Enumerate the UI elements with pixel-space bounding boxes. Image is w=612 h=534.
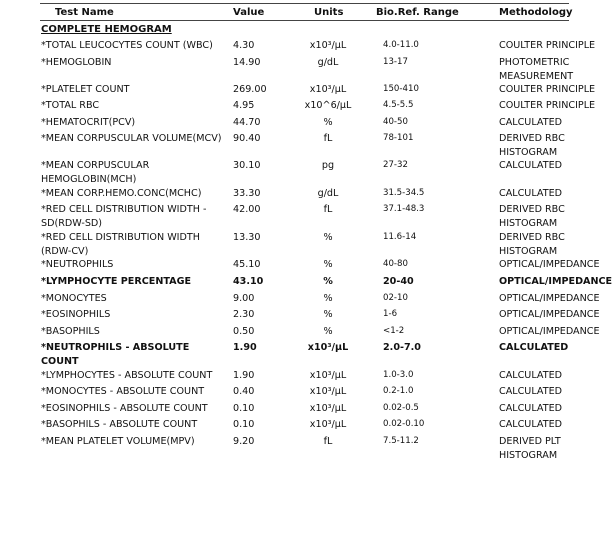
test-units: g/dL xyxy=(317,57,339,68)
test-methodology xyxy=(499,56,574,83)
header-methodology: Methodology xyxy=(499,7,573,18)
test-methodology xyxy=(499,116,569,130)
methodology-line: OPTICAL/IMPEDANCE xyxy=(499,259,600,270)
test-range: 0.02-0.10 xyxy=(383,419,425,429)
methodology-line: DERIVED RBC xyxy=(499,232,565,243)
test-methodology xyxy=(499,402,569,416)
methodology-line: CALCULATED xyxy=(499,386,563,397)
test-methodology xyxy=(499,435,569,462)
test-methodology xyxy=(499,308,600,322)
test-value: 9.00 xyxy=(233,293,255,304)
test-value: 0.50 xyxy=(233,326,255,337)
header-test-name: Test Name xyxy=(55,7,114,18)
test-range: 4.5-5.5 xyxy=(383,100,414,110)
section-title: COMPLETE HEMOGRAM xyxy=(41,24,172,35)
test-name: *MONOCYTES xyxy=(41,293,107,304)
test-value: 4.30 xyxy=(233,40,255,51)
test-range: 40-50 xyxy=(383,117,408,127)
test-value: 44.70 xyxy=(233,117,261,128)
test-units: fL xyxy=(323,436,333,447)
methodology-line: COULTER PRINCIPLE xyxy=(499,40,596,51)
test-name: *MEAN PLATELET VOLUME(MPV) xyxy=(41,436,195,447)
test-range: 4.0-11.0 xyxy=(383,40,419,50)
header-value: Value xyxy=(233,7,265,18)
test-value: 90.40 xyxy=(233,133,261,144)
test-units: x10³/μL xyxy=(309,40,347,51)
test-methodology xyxy=(499,99,596,113)
test-range: 11.6-14 xyxy=(383,232,417,242)
test-units: % xyxy=(323,117,333,128)
test-units: % xyxy=(323,232,333,243)
test-range: 150-410 xyxy=(383,84,419,94)
test-value: 30.10 xyxy=(233,160,261,171)
test-value: 269.00 xyxy=(233,84,267,95)
test-value: 9.20 xyxy=(233,436,255,447)
methodology-line: CALCULATED xyxy=(499,117,563,128)
test-methodology xyxy=(499,132,569,159)
test-range: 1.0-3.0 xyxy=(383,370,414,380)
test-units: x10³/μL xyxy=(307,342,349,353)
test-methodology xyxy=(499,385,569,399)
test-value: 45.10 xyxy=(233,259,261,270)
test-units: pg xyxy=(321,160,335,171)
test-name: *HEMATOCRIT(PCV) xyxy=(41,117,136,128)
test-range: 27-32 xyxy=(383,160,408,170)
test-methodology xyxy=(499,83,596,97)
test-units: x10^6/μL xyxy=(304,100,352,111)
methodology-line: CALCULATED xyxy=(499,419,563,430)
test-name: *BASOPHILS xyxy=(41,326,100,337)
header-units: Units xyxy=(314,7,344,18)
test-value: 4.95 xyxy=(233,100,255,111)
test-name: *HEMOGLOBIN xyxy=(41,57,112,68)
test-units: x10³/μL xyxy=(309,386,347,397)
test-value: 0.40 xyxy=(233,386,255,397)
methodology-line: DERIVED RBC xyxy=(499,204,565,215)
methodology-line: HISTOGRAM xyxy=(499,245,558,257)
methodology-line: MEASUREMENT xyxy=(499,70,574,82)
test-name: *LYMPHOCYTES - ABSOLUTE COUNT xyxy=(41,370,213,381)
test-methodology xyxy=(499,275,612,289)
test-range: 37.1-48.3 xyxy=(383,204,425,214)
test-name: *RED CELL DISTRIBUTION WIDTH (RDW-CV) xyxy=(41,232,200,257)
test-units: x10³/μL xyxy=(309,419,347,430)
test-name: *MEAN CORP.HEMO.CONC(MCHC) xyxy=(41,188,202,199)
methodology-line: CALCULATED xyxy=(499,188,563,199)
test-methodology xyxy=(499,159,569,173)
test-methodology xyxy=(499,39,596,53)
test-name: *BASOPHILS - ABSOLUTE COUNT xyxy=(41,419,198,430)
test-name: *TOTAL LEUCOCYTES COUNT (WBC) xyxy=(41,40,213,51)
test-value: 13.30 xyxy=(233,232,261,243)
test-units: x10³/μL xyxy=(309,403,347,414)
methodology-line: COULTER PRINCIPLE xyxy=(499,100,596,111)
test-units: g/dL xyxy=(317,188,339,199)
test-methodology xyxy=(499,418,569,432)
test-methodology xyxy=(499,203,569,230)
test-range: 02-10 xyxy=(383,293,408,303)
test-value: 0.10 xyxy=(233,419,255,430)
methodology-line: CALCULATED xyxy=(499,370,563,381)
test-name: *TOTAL RBC xyxy=(41,100,100,111)
test-name: *NEUTROPHILS xyxy=(41,259,114,270)
methodology-line: CALCULATED xyxy=(499,403,563,414)
methodology-line: OPTICAL/IMPEDANCE xyxy=(499,326,600,337)
test-units: x10³/μL xyxy=(309,84,347,95)
test-name: *MONOCYTES - ABSOLUTE COUNT xyxy=(41,386,205,397)
test-name: *RED CELL DISTRIBUTION WIDTH - SD(RDW-SD) xyxy=(41,204,207,229)
test-name: *PLATELET COUNT xyxy=(41,84,130,95)
test-methodology xyxy=(499,292,600,306)
test-value: 1.90 xyxy=(233,370,255,381)
test-units: % xyxy=(323,293,333,304)
test-range: 1-6 xyxy=(383,309,398,319)
test-units: % xyxy=(323,259,333,270)
test-value: 33.30 xyxy=(233,188,261,199)
test-methodology xyxy=(499,187,569,201)
test-range: 0.2-1.0 xyxy=(383,386,414,396)
methodology-line: CALCULATED xyxy=(499,342,569,353)
methodology-line: OPTICAL/IMPEDANCE xyxy=(499,309,600,320)
test-value: 0.10 xyxy=(233,403,255,414)
test-methodology xyxy=(499,369,569,383)
methodology-line: OPTICAL/IMPEDANCE xyxy=(499,293,600,304)
methodology-line: HISTOGRAM xyxy=(499,449,558,461)
test-name: *EOSINOPHILS xyxy=(41,309,111,320)
methodology-line: COULTER PRINCIPLE xyxy=(499,84,596,95)
top-divider xyxy=(40,3,569,4)
methodology-line: HISTOGRAM xyxy=(499,146,558,158)
test-range: 0.02-0.5 xyxy=(383,403,419,413)
test-value: 1.90 xyxy=(233,342,257,353)
test-methodology xyxy=(499,325,600,339)
methodology-line: OPTICAL/IMPEDANCE xyxy=(499,276,612,287)
header-divider xyxy=(40,20,569,21)
test-range: 20-40 xyxy=(383,276,414,287)
test-units: % xyxy=(323,276,333,287)
test-units: % xyxy=(323,309,333,320)
test-name: *MEAN CORPUSCULAR VOLUME(MCV) xyxy=(41,133,222,144)
test-methodology xyxy=(499,341,569,355)
test-range: 40-80 xyxy=(383,259,408,269)
test-value: 42.00 xyxy=(233,204,261,215)
test-units: fL xyxy=(323,204,333,215)
methodology-line: CALCULATED xyxy=(499,160,563,171)
test-range: 2.0-7.0 xyxy=(383,342,421,353)
methodology-line: PHOTOMETRIC xyxy=(499,57,570,68)
test-value: 2.30 xyxy=(233,309,255,320)
test-name: *LYMPHOCYTE PERCENTAGE xyxy=(41,276,192,287)
test-methodology xyxy=(499,231,569,258)
test-value: 14.90 xyxy=(233,57,261,68)
test-range: 13-17 xyxy=(383,57,408,67)
test-range: <1-2 xyxy=(383,326,405,336)
test-units: % xyxy=(323,326,333,337)
test-methodology xyxy=(499,258,600,272)
test-units: fL xyxy=(323,133,333,144)
test-name: *MEAN CORPUSCULAR HEMOGLOBIN(MCH) xyxy=(41,160,150,185)
test-name: *EOSINOPHILS - ABSOLUTE COUNT xyxy=(41,403,208,414)
test-range: 78-101 xyxy=(383,133,414,143)
header-range: Bio.Ref. Range xyxy=(376,7,459,18)
test-range: 7.5-11.2 xyxy=(383,436,419,446)
methodology-line: DERIVED RBC xyxy=(499,133,565,144)
test-name: *NEUTROPHILS - ABSOLUTE COUNT xyxy=(41,342,190,367)
test-range: 31.5-34.5 xyxy=(383,188,425,198)
methodology-line: DERIVED PLT xyxy=(499,436,561,447)
methodology-line: HISTOGRAM xyxy=(499,217,558,229)
test-units: x10³/μL xyxy=(309,370,347,381)
test-value: 43.10 xyxy=(233,276,264,287)
